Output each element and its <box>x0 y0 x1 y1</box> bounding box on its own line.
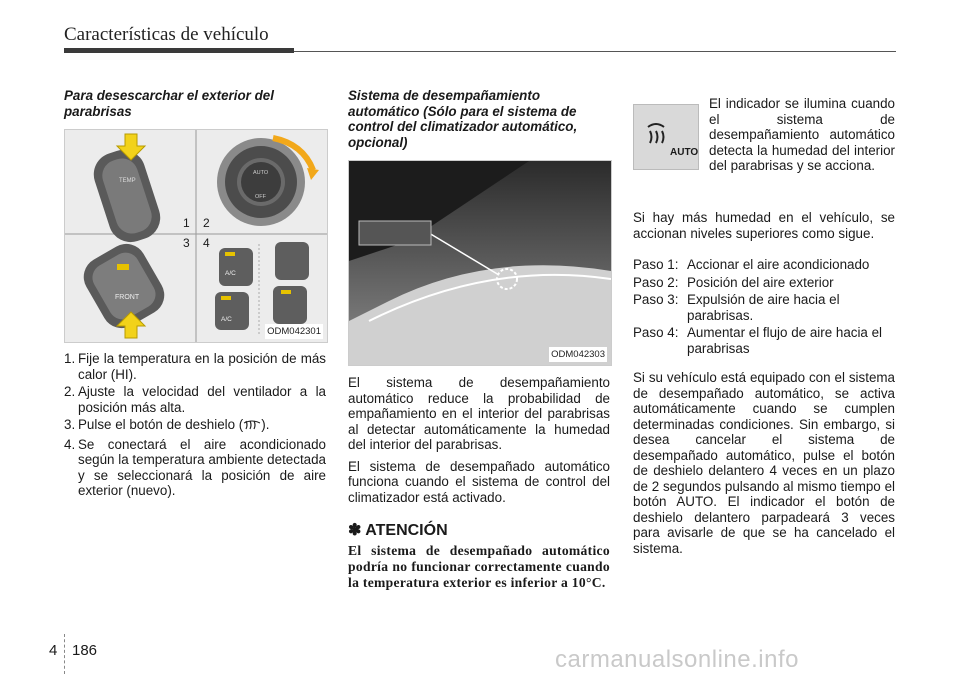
list-item: 2. Ajuste la velocidad del ventilador a la posición más alta. <box>64 384 326 415</box>
auto-defog-indicator-icon <box>633 104 699 170</box>
humidity-paragraph: Si hay más humedad en el vehículo, se accionan niveles superiores como sigue. <box>633 210 895 241</box>
list-item: 3. Pulse el botón de deshielo ( ). <box>64 417 326 435</box>
indicator-auto-label: AUTO <box>670 147 699 158</box>
panel-num-3: 3 <box>183 236 190 250</box>
auto-defog-paragraph-2: El sistema de desempañado automático funciona cuando el sistema de control del climatizador está activado. <box>348 458 610 505</box>
footer-rule <box>64 634 66 674</box>
page-number: 186 <box>72 642 98 659</box>
defrost-inline-icon <box>243 419 261 435</box>
cancel-paragraph: Si su vehículo está equipado con el sistema de desempañado automático, se activa automáticamente cuando se cumplen determinadas condiciones. Sin embargo, si desea cancelar el sistema de desempañado automático, pulse el botón de deshielo delantero 4 veces en un plazo de 2 segundos pulsando al mismo tiempo el botón AUTO. El indicador el botón de deshielo delantero parpadeará 3 veces para avisarle de que se ha cancelado el sistema. <box>633 370 895 556</box>
windshield-illustration <box>349 161 611 365</box>
watermark: carmanualsonline.info <box>555 646 799 673</box>
auto-defog-paragraph-1: El sistema de desempañamiento automático reduce la probabilidad de empañamiento en el interior del parabrisas al detectar automáticamente la humedad del interior del parabrisas. <box>348 375 610 452</box>
panel-num-2: 2 <box>203 216 210 230</box>
figure-code: ODM042303 <box>549 347 607 363</box>
chapter-number: 4 <box>49 642 58 659</box>
defrost-controls-illustration <box>65 130 327 342</box>
temp-label: TEMP <box>119 178 136 184</box>
defrost-steps-list <box>64 351 326 499</box>
windshield-sensor-figure <box>348 160 612 366</box>
attention-heading: ✽ ATENCIÓN <box>348 522 448 539</box>
list-item: Paso 3: Expulsión de aire hacia el parabrisas. <box>633 292 840 323</box>
ac-label-1: A/C <box>225 270 236 277</box>
defrost-controls-figure <box>64 129 328 343</box>
list-item: Paso 4: Aumentar el flujo de aire hacia el parabrisas <box>633 325 883 356</box>
figure-code: ODM042301 <box>265 324 323 340</box>
list-item: Paso 2: Posición del aire exterior <box>633 274 834 290</box>
indicator-block <box>633 96 895 198</box>
header-rule <box>294 51 896 52</box>
panel-num-1: 1 <box>183 216 190 230</box>
panel-num-4: 4 <box>203 236 210 250</box>
auto-label: AUTO <box>253 170 269 176</box>
page-header-title: Características de vehículo <box>64 24 269 45</box>
column-2 <box>348 88 610 591</box>
indicator-description: El indicador se ilumina cuando el sistema de desempañamiento automático detecta la humedad del interior del parabrisas y se acciona. <box>709 96 895 173</box>
list-item: 1. Fije la temperatura en la posición de más calor (HI). <box>64 351 326 382</box>
list-item: 4. Se conectará el aire acondicionado según la temperatura ambiente detectada y se seleccionará la posición de aire exterior (nuevo). <box>64 436 326 498</box>
defrost-subheading: Para desescarchar el exterior del parabrisas <box>64 88 274 119</box>
column-1 <box>64 88 326 501</box>
column-3 <box>633 96 895 562</box>
steps-list <box>633 257 895 356</box>
list-item: Paso 1: Accionar el aire acondicionado <box>633 257 870 272</box>
front-label: FRONT <box>115 294 140 301</box>
attention-text: El sistema de desempañado automático podría no funcionar correctamente cuando la temperatura exterior es inferior a 10°C. <box>348 542 610 590</box>
header-bar <box>64 48 294 53</box>
off-label: OFF <box>255 194 266 200</box>
auto-defog-subheading: Sistema de desempañamiento automático (Sólo para el sistema de control del climatizador automático, opcional) <box>348 88 578 150</box>
ac-label-2: A/C <box>221 316 232 323</box>
